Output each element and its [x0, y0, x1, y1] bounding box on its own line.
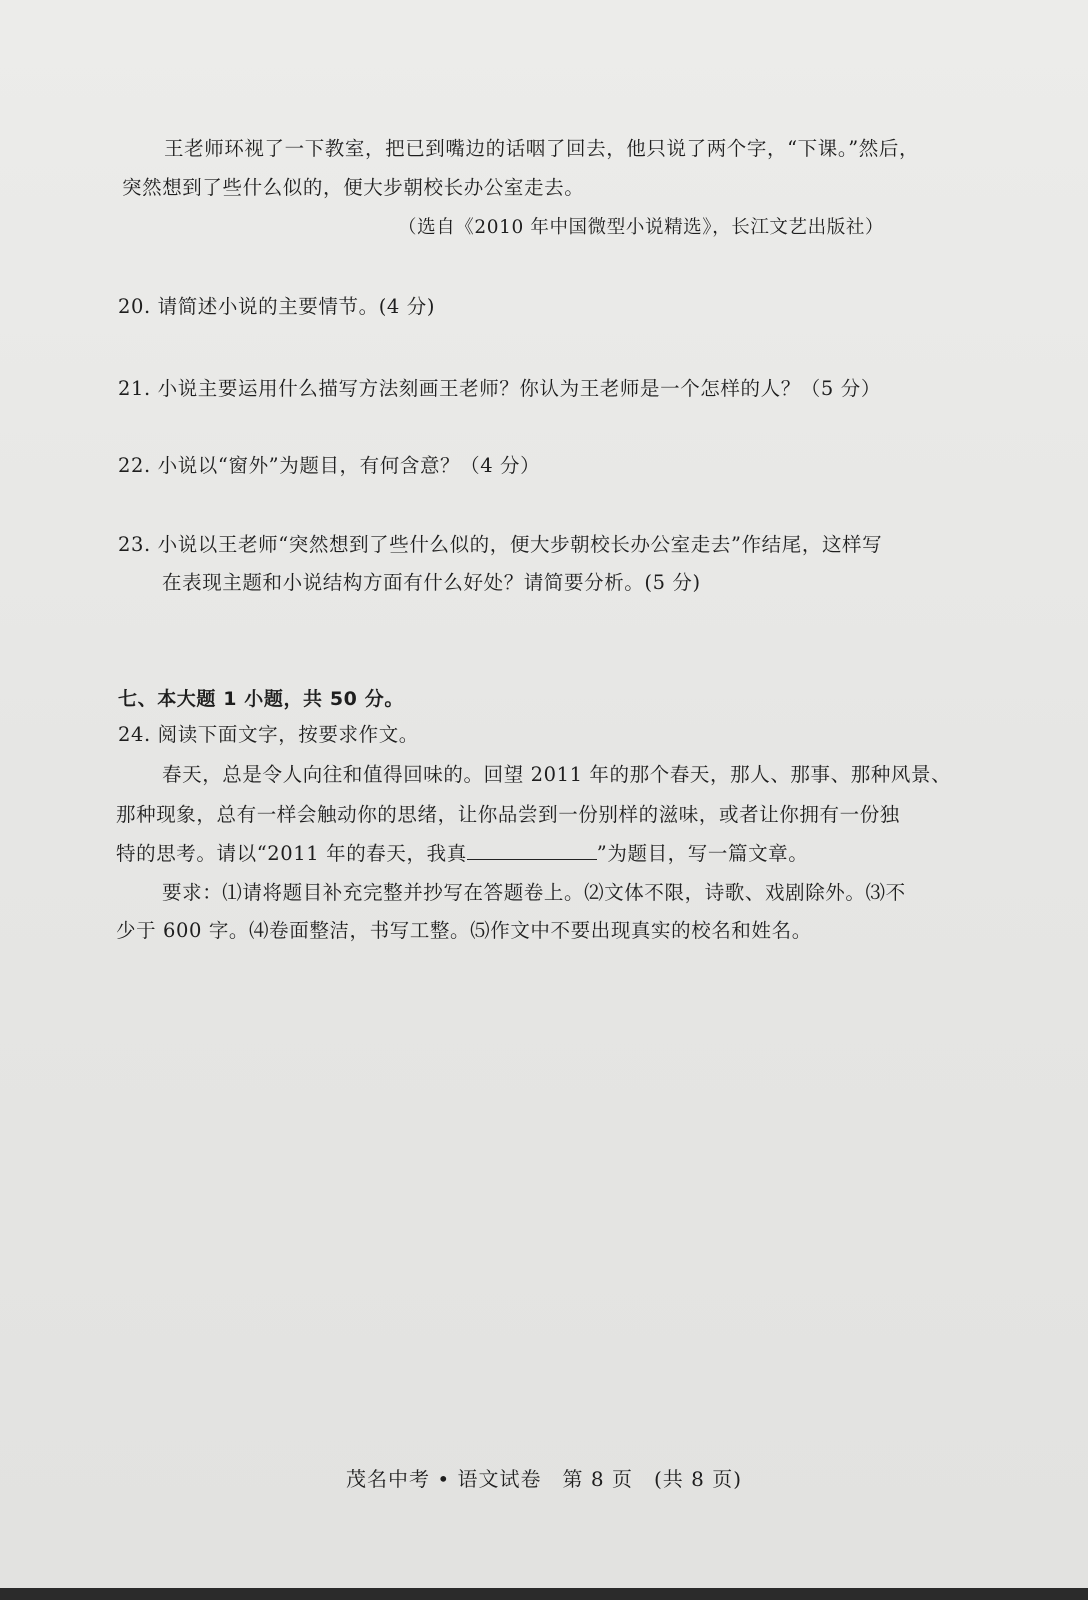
scan-edge	[0, 1588, 1088, 1600]
question-22: 22. 小说以“窗外”为题目，有何含意？（4 分）	[118, 454, 541, 477]
passage-source: （选自《2010 年中国微型小说精选》，长江文艺出版社）	[398, 217, 885, 238]
question-23-line-1: 23. 小说以王老师“突然想到了些什么似的，便大步朝校长办公室走去”作结尾，这样写	[118, 533, 883, 556]
question-20: 20. 请简述小说的主要情节。(4 分)	[118, 295, 436, 318]
title-blank	[467, 841, 597, 860]
section-7-heading: 七、本大题 1 小题，共 50 分。	[118, 688, 404, 710]
essay-requirements-line-2: 少于 600 字。⑷卷面整洁，书写工整。⑸作文中不要出现真实的校名和姓名。	[116, 919, 812, 942]
passage-line-1: 王老师环视了一下教室，把已到嘴边的话咽了回去，他只说了两个字，“下课。”然后，	[164, 137, 920, 160]
essay-prompt-title-start: 特的思考。请以“2011 年的春天，我真	[116, 842, 467, 865]
question-21: 21. 小说主要运用什么描写方法刻画王老师？你认为王老师是一个怎样的人？（5 分）	[118, 377, 881, 400]
page-footer: 茂名中考 • 语文试卷 第 8 页 (共 8 页)	[346, 1467, 742, 1491]
essay-prompt-line-1: 春天，总是令人向往和值得回味的。回望 2011 年的那个春天，那人、那事、那种风景、	[162, 763, 952, 786]
question-23-line-2: 在表现主题和小说结构方面有什么好处？请简要分析。(5 分)	[162, 571, 701, 594]
essay-prompt-line-3	[116, 838, 808, 866]
essay-requirements-line-1: 要求：⑴请将题目补充完整并抄写在答题卷上。⑵文体不限，诗歌、戏剧除外。⑶不	[162, 881, 906, 904]
passage-line-2: 突然想到了些什么似的，便大步朝校长办公室走去。	[122, 176, 585, 199]
essay-prompt-title-end: ”为题目，写一篇文章。	[596, 842, 809, 865]
essay-prompt-line-2: 那种现象，总有一样会触动你的思绪，让你品尝到一份别样的滋味，或者让你拥有一份独	[116, 803, 900, 826]
question-24: 24. 阅读下面文字，按要求作文。	[118, 723, 419, 746]
